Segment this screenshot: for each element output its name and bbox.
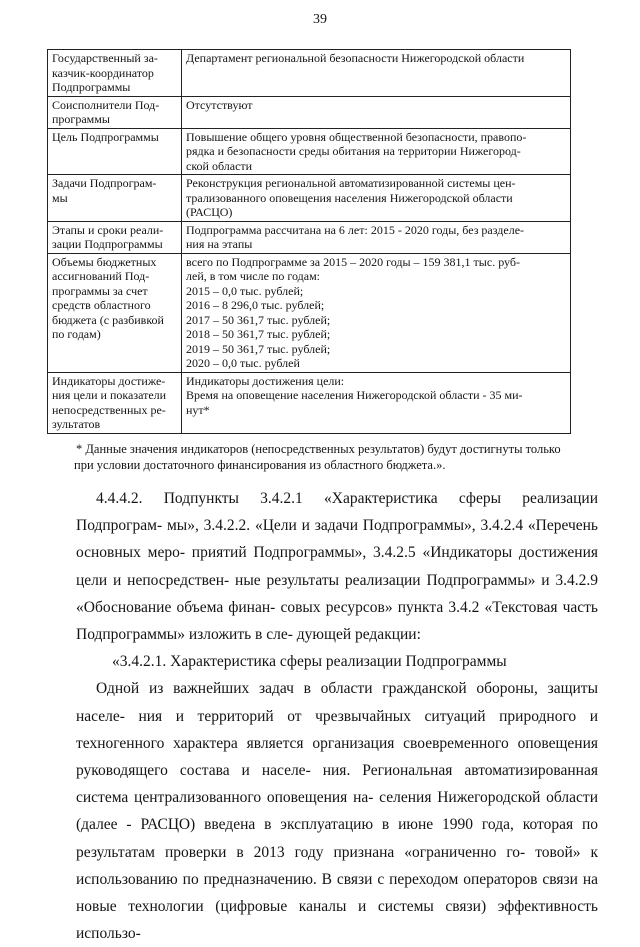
row-value-line: трализованного оповещения населения Нижегородской области (186, 190, 513, 205)
row-value-line: нут* (186, 402, 210, 417)
row-value-line: ской области (186, 158, 253, 173)
row-value-line: 2019 – 50 361,7 тыс. рублей; (186, 341, 331, 356)
row-label (48, 175, 182, 222)
table-row (48, 96, 571, 128)
row-value-line: Повышение общего уровня общественной безопасности, правопо- (186, 129, 527, 144)
text-line: 4.4.4.2. Подпункты 3.4.2.1 «Характеристика сферы реализации Подпрограм- (76, 490, 598, 535)
row-value (182, 372, 571, 433)
table-row (48, 128, 571, 175)
row-label (48, 96, 182, 128)
text-line: на новые технологии (цифровые каналы и системы связи) эффективность использо- (76, 870, 598, 943)
text-line: ния. Региональная автоматизированная система централизованного оповещения на- (76, 762, 598, 807)
row-label-line: непосредственных ре- (52, 402, 166, 417)
table-row (48, 50, 571, 97)
row-label (48, 128, 182, 175)
table-row (48, 175, 571, 222)
page-number: 39 (313, 12, 327, 27)
row-value-line: Реконструкция региональной автоматизированной системы цен- (186, 176, 516, 190)
footnote (76, 441, 576, 473)
row-label-line: Задачи Подпрограм- (52, 176, 157, 190)
row-value-line: Подпрограмма рассчитана на 6 лет: 2015 - 2020 годы, без разделе- (186, 222, 525, 237)
row-label-line: средств областного (52, 298, 151, 312)
row-label (48, 221, 182, 253)
row-value-line: Время на оповещение населения Нижегородской области - 35 ми- (186, 388, 523, 402)
row-label-line: мы (52, 190, 68, 205)
row-value-line: 2017 – 50 361,7 тыс. рублей; (186, 312, 331, 327)
row-value (182, 96, 571, 128)
row-label-line: зультатов (52, 417, 101, 431)
text-line: является организация своевременного оповещения руководящего состава и населе- (76, 734, 599, 780)
row-value-line: 2015 – 0,0 тыс. рублей; (186, 283, 304, 298)
row-value-line: (РАСЦО) (186, 205, 233, 219)
text-line: товой» к использованию по предназначению. В связи с переходом операторов связи (76, 843, 599, 888)
row-value (182, 128, 571, 175)
text-line: ные результаты реализации Подпрограммы» и 3.4.2.9 «Обоснование объема финан- (76, 571, 598, 616)
table-row (48, 221, 571, 253)
row-label-line: программы (52, 112, 110, 126)
amendment-paragraph (76, 485, 598, 648)
row-label-line: программы за счет (52, 283, 148, 298)
row-value-line: Индикаторы достижения цели: (186, 373, 345, 388)
row-value-line: ния на этапы (186, 237, 253, 251)
row-label-line: бюджета (с разбивкой (52, 312, 164, 327)
row-value-line: Департамент региональной безопасности Нижегородской области (186, 51, 525, 65)
row-label-line: Цель Подпрограммы (52, 129, 159, 144)
body-paragraph (76, 675, 598, 947)
row-label-line: зации Подпрограммы (52, 237, 163, 251)
footnote-line: при условии достаточного финансирования из областного бюджета.». (74, 458, 446, 472)
row-value-line: 2018 – 50 361,7 тыс. рублей; (186, 327, 331, 341)
row-label-line: по годам) (52, 327, 101, 341)
row-value-line: лей, в том числе по годам: (186, 269, 321, 283)
row-value-line: Отсутствуют (186, 97, 253, 112)
table-row (48, 253, 571, 372)
row-label-line: Объемы бюджетных (52, 254, 157, 269)
row-label (48, 253, 182, 372)
row-label-line: Подпрограммы (52, 80, 131, 94)
row-label-line: Государственный за- (52, 51, 158, 65)
row-label-line: Этапы и сроки реали- (52, 222, 164, 237)
row-value (182, 50, 571, 97)
row-value (182, 175, 571, 222)
table-row (48, 372, 571, 433)
text-line: совых ресурсов» пункта 3.4.2 «Текстовая часть Подпрограммы» изложить в сле- (76, 598, 598, 644)
text-line: мы», 3.4.2.2. «Цели и задачи Подпрограммы», 3.4.2.4 «Перечень основных меро- (76, 517, 598, 562)
row-label-line: Соисполнители Под- (52, 97, 160, 112)
row-value-line: 2016 – 8 296,0 тыс. рублей; (186, 298, 325, 312)
text-line: селения Нижегородской области (далее - РАСЦО) введена в эксплуатацию в июне (76, 789, 598, 834)
text-line: приятий Подпрограммы», 3.4.2.5 «Индикаторы достижения цели и непосредствен- (76, 544, 598, 589)
row-label-line: казчик-координатор (52, 65, 154, 80)
row-value-line: всего по Подпрограмме за 2015 – 2020 годы – 159 381,1 тыс. руб- (186, 254, 520, 269)
row-label-line: Индикаторы достиже- (52, 373, 166, 388)
row-label (48, 372, 182, 433)
section-heading: «3.4.2.1. Характеристика сферы реализации Подпрограммы (112, 653, 507, 671)
text-line: Одной из важнейших задач в области гражданской обороны, защиты населе- (76, 680, 598, 725)
row-value-line: рядка и безопасности среды обитания на территории Нижегород- (186, 144, 521, 158)
row-value (182, 253, 571, 372)
document-body (76, 485, 598, 947)
text-line: дующей редакции: (296, 626, 421, 644)
subprogram-passport-table (47, 49, 571, 434)
text-line: 1990 года, которая по результатам проверки в 2013 году признана «ограниченно го- (76, 816, 598, 861)
row-label-line: ния цели и показатели (52, 388, 167, 402)
footnote-line: * Данные значения индикаторов (непосредственных результатов) будут достигнуты только (76, 442, 561, 456)
row-value (182, 221, 571, 253)
row-label-line: ассигнований Под- (52, 269, 150, 283)
row-value-line: 2020 – 0,0 тыс. рублей (186, 356, 300, 370)
text-line: ния и территорий от чрезвычайных ситуаций природного и техногенного характера (76, 707, 599, 752)
row-label (48, 50, 182, 97)
